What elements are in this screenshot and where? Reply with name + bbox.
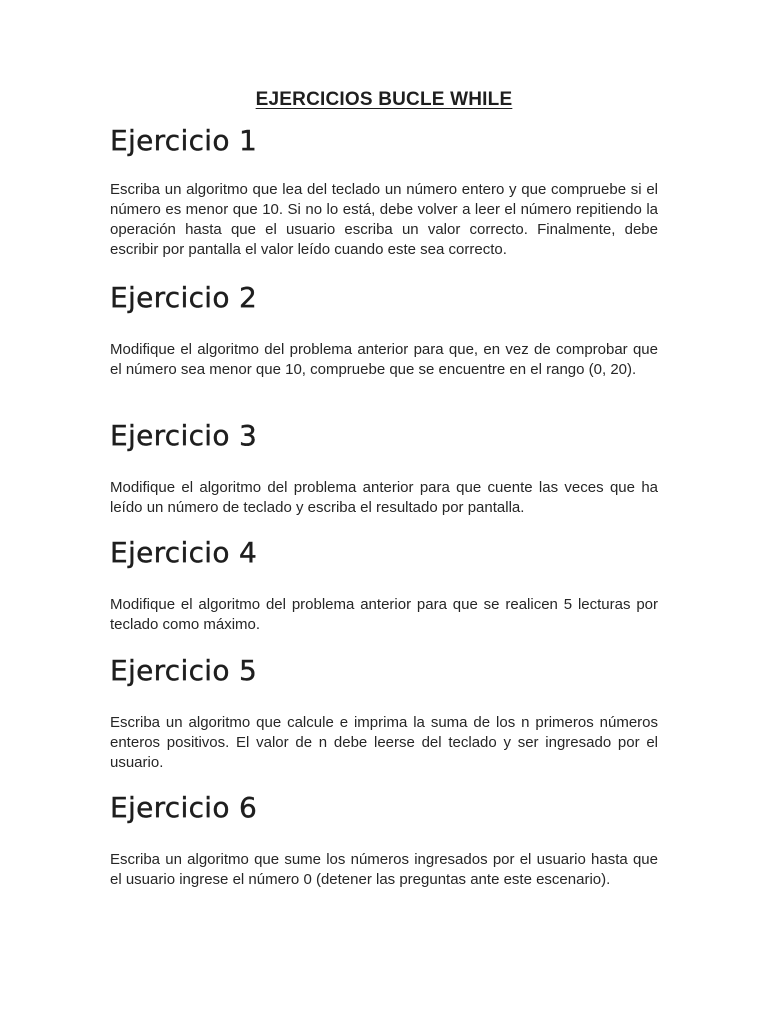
exercise-1-text: Escriba un algoritmo que lea del teclado un número entero y que compruebe si el número es menor que 10. Si no lo está, debe volver a leer el número repitiendo la operación hasta que el usuario escriba un valor correcto. Finalmente, debe escribir por pantalla el valor leído cuando este sea correcto. bbox=[110, 181, 658, 258]
exercise-2-text: Modifique el algoritmo del problema anterior para que, en vez de comprobar que el número sea menor que 10, compruebe que se encuentre en el rango (0, 20). bbox=[110, 341, 658, 378]
exercise-5-heading: Ejercicio 5 bbox=[110, 654, 258, 687]
exercise-5-section bbox=[110, 654, 658, 773]
exercise-1-section bbox=[110, 124, 658, 260]
exercise-6-section bbox=[110, 791, 658, 890]
exercise-4-section bbox=[110, 536, 658, 635]
exercise-3-text: Modifique el algoritmo del problema anterior para que cuente las veces que ha leído un número de teclado y escriba el resultado por pantalla. bbox=[110, 479, 658, 516]
exercise-2-heading: Ejercicio 2 bbox=[110, 281, 258, 314]
exercise-3-section bbox=[110, 419, 658, 518]
document-title: EJERCICIOS BUCLE WHILE bbox=[255, 89, 513, 110]
exercise-6-heading: Ejercicio 6 bbox=[110, 791, 258, 824]
exercise-6-text: Escriba un algoritmo que sume los números ingresados por el usuario hasta que el usuario ingrese el número 0 (detener las preguntas ante este escenario). bbox=[110, 851, 658, 888]
exercise-4-text: Modifique el algoritmo del problema anterior para que se realicen 5 lecturas por teclado como máximo. bbox=[110, 596, 658, 633]
exercise-5-text: Escriba un algoritmo que calcule e imprima la suma de los n primeros números enteros positivos. El valor de n debe leerse del teclado y ser ingresado por el usuario. bbox=[110, 714, 658, 771]
exercise-4-heading: Ejercicio 4 bbox=[110, 536, 258, 569]
exercise-2-section bbox=[110, 281, 658, 380]
exercise-1-heading: Ejercicio 1 bbox=[110, 124, 258, 157]
exercise-3-heading: Ejercicio 3 bbox=[110, 419, 258, 452]
